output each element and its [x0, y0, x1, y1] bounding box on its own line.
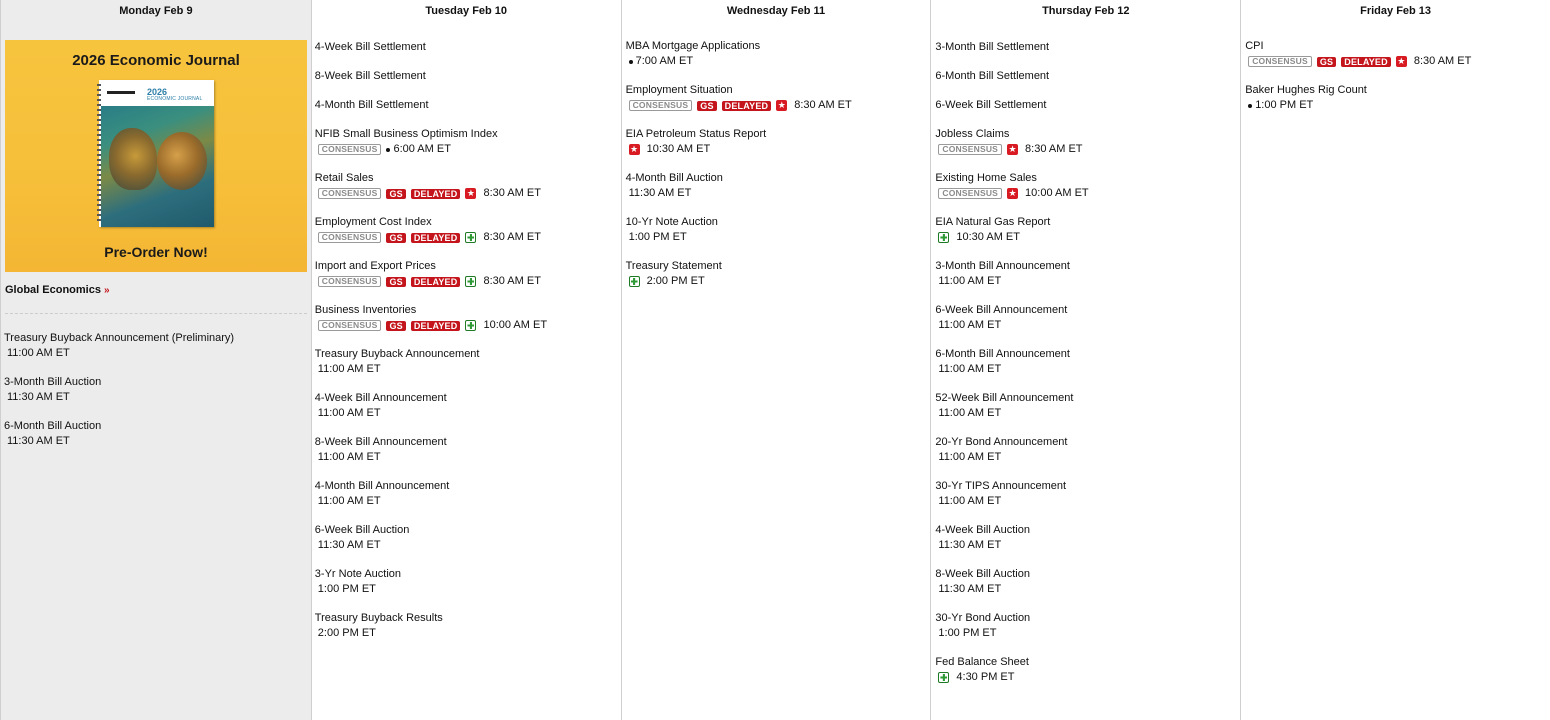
event-time: 11:00 AM ET	[317, 363, 381, 375]
bullet-icon	[1248, 104, 1252, 108]
consensus-badge[interactable]: CONSENSUS	[318, 188, 382, 199]
event-time: 11:30 AM ET	[317, 539, 381, 551]
event-name[interactable]: 6-Week Bill Settlement	[935, 99, 1047, 111]
day-column-monday	[1, 0, 312, 720]
day-header: Friday Feb 13	[1360, 5, 1432, 17]
event-time: 2:00 PM ET	[317, 627, 376, 639]
event-item[interactable]	[315, 69, 621, 84]
event-name[interactable]: 3-Month Bill Auction	[4, 376, 102, 388]
event-item[interactable]	[315, 523, 621, 553]
event-item[interactable]	[315, 347, 621, 377]
event-meta	[935, 142, 1240, 157]
event-item[interactable]	[935, 567, 1240, 597]
day-header: Monday Feb 9	[119, 5, 193, 17]
event-item[interactable]	[315, 98, 621, 113]
event-item[interactable]	[4, 375, 309, 405]
event-meta	[315, 626, 621, 641]
event-item[interactable]	[626, 127, 931, 157]
event-name[interactable]: 6-Week Bill Auction	[314, 524, 410, 536]
event-meta	[315, 494, 621, 509]
event-item[interactable]	[935, 215, 1240, 245]
event-time: 7:00 AM ET	[635, 55, 694, 67]
event-meta	[4, 434, 309, 449]
economic-journal-promo[interactable]	[5, 40, 307, 272]
event-name[interactable]: Employment Cost Index	[314, 216, 432, 228]
event-time: 11:30 AM ET	[7, 435, 70, 447]
star-icon: ★	[630, 144, 639, 154]
event-time: 10:30 AM ET	[956, 231, 1020, 243]
event-item[interactable]	[4, 419, 309, 449]
event-meta	[626, 98, 931, 113]
event-meta	[626, 186, 931, 201]
event-time: 11:00 AM ET	[938, 275, 1002, 287]
gs-badge[interactable]: GS	[697, 101, 716, 111]
consensus-badge[interactable]: CONSENSUS	[938, 188, 1002, 199]
event-name[interactable]: Jobless Claims	[935, 128, 1010, 140]
link-label: Global Economics	[5, 284, 101, 296]
event-item[interactable]	[315, 259, 621, 289]
event-name[interactable]: 8-Week Bill Announcement	[314, 436, 447, 448]
bull-illustration	[109, 128, 157, 190]
event-name[interactable]: 20-Yr Bond Announcement	[935, 436, 1068, 448]
event-meta	[935, 538, 1240, 553]
event-name[interactable]: 4-Week Bill Auction	[935, 524, 1030, 536]
event-name[interactable]: Treasury Buyback Announcement (Preliminary)	[4, 332, 235, 344]
event-item[interactable]	[315, 479, 621, 509]
plus-icon	[938, 232, 949, 243]
event-item[interactable]	[935, 127, 1240, 157]
event-name[interactable]: 4-Month Bill Auction	[625, 172, 723, 184]
consensus-badge[interactable]: CONSENSUS	[1248, 56, 1312, 67]
event-item[interactable]	[1245, 39, 1550, 69]
event-meta	[935, 450, 1240, 465]
plus-icon	[465, 232, 476, 243]
event-time: 10:00 AM ET	[483, 319, 548, 331]
bull-bear-artwork	[101, 106, 214, 227]
event-item[interactable]	[315, 303, 621, 333]
event-item[interactable]	[4, 331, 309, 361]
event-item[interactable]	[935, 259, 1240, 289]
event-time: 1:00 PM ET	[317, 583, 376, 595]
event-meta	[315, 274, 621, 289]
event-name[interactable]: 30-Yr TIPS Announcement	[935, 480, 1067, 492]
event-meta	[626, 142, 931, 157]
event-meta	[935, 186, 1240, 201]
bear-illustration	[157, 132, 207, 190]
consensus-badge[interactable]: CONSENSUS	[318, 232, 382, 243]
day-column-friday	[1241, 0, 1550, 720]
event-time: 8:30 AM ET	[1413, 55, 1472, 67]
event-time: 1:00 PM ET	[628, 231, 687, 243]
delayed-badge[interactable]: DELAYED	[722, 101, 772, 111]
event-time: 1:00 PM ET	[938, 627, 997, 639]
event-list	[1241, 22, 1550, 113]
day-header: Thursday Feb 12	[1042, 5, 1130, 17]
day-column-wednesday	[622, 0, 932, 720]
event-item[interactable]	[626, 215, 931, 245]
event-item[interactable]	[935, 98, 1240, 113]
event-name[interactable]: Treasury Buyback Results	[314, 612, 443, 624]
event-item[interactable]	[315, 611, 621, 641]
consensus-badge[interactable]: CONSENSUS	[938, 144, 1002, 155]
event-item[interactable]	[315, 171, 621, 201]
event-list	[622, 22, 931, 289]
event-name[interactable]: 3-Yr Note Auction	[314, 568, 402, 580]
event-name[interactable]: 52-Week Bill Announcement	[935, 392, 1074, 404]
event-name[interactable]: Treasury Statement	[625, 260, 722, 272]
event-meta	[935, 274, 1240, 289]
event-time: 8:30 AM ET	[483, 231, 541, 243]
event-time: 11:30 AM ET	[938, 539, 1002, 551]
event-item[interactable]	[315, 435, 621, 465]
event-time: 11:30 AM ET	[628, 187, 692, 199]
event-time: 11:00 AM ET	[317, 495, 381, 507]
plus-icon	[465, 276, 476, 287]
event-name[interactable]: EIA Natural Gas Report	[935, 216, 1051, 228]
delayed-badge[interactable]: DELAYED	[411, 321, 461, 331]
event-meta	[1245, 98, 1550, 113]
event-name[interactable]: EIA Petroleum Status Report	[625, 128, 767, 140]
plus-icon	[465, 320, 476, 331]
event-item[interactable]	[315, 40, 621, 55]
event-name[interactable]: 8-Week Bill Auction	[935, 568, 1030, 580]
event-item[interactable]	[315, 391, 621, 421]
star-icon: ★	[1008, 144, 1017, 154]
event-name[interactable]: 4-Month Bill Announcement	[314, 480, 450, 492]
promo-title: 2026 Economic Journal	[72, 52, 240, 69]
event-item[interactable]	[626, 259, 931, 289]
day-column-thursday	[931, 0, 1241, 720]
divider	[5, 313, 307, 314]
event-item[interactable]	[935, 435, 1240, 465]
event-time: 8:30 AM ET	[1025, 143, 1083, 155]
event-name[interactable]: 4-Week Bill Settlement	[314, 41, 426, 53]
event-meta	[935, 318, 1240, 333]
event-meta	[315, 230, 621, 245]
event-name[interactable]: Existing Home Sales	[935, 172, 1037, 184]
event-meta	[1245, 54, 1550, 69]
event-time: 11:00 AM ET	[938, 363, 1002, 375]
event-meta	[315, 538, 621, 553]
event-meta	[935, 626, 1240, 641]
event-item[interactable]	[626, 171, 931, 201]
bullet-icon	[629, 60, 633, 64]
event-meta	[315, 142, 621, 157]
bullet-icon	[386, 148, 390, 152]
star-icon: ★	[1397, 56, 1406, 66]
gs-badge[interactable]: GS	[386, 321, 405, 331]
event-time: 4:30 PM ET	[956, 671, 1015, 683]
consensus-badge[interactable]: CONSENSUS	[318, 320, 382, 331]
event-item[interactable]	[935, 303, 1240, 333]
event-list	[931, 22, 1240, 685]
event-meta	[935, 494, 1240, 509]
star-icon: ★	[777, 100, 786, 110]
delayed-badge[interactable]: DELAYED	[411, 233, 461, 243]
event-meta	[315, 362, 621, 377]
event-meta	[935, 362, 1240, 377]
event-name[interactable]: 6-Month Bill Auction	[4, 420, 102, 432]
event-time: 10:30 AM ET	[646, 143, 711, 155]
event-meta	[626, 274, 931, 289]
event-name[interactable]: Treasury Buyback Announcement	[314, 348, 480, 360]
event-name[interactable]: 6-Month Bill Settlement	[935, 70, 1050, 82]
delayed-badge[interactable]: DELAYED	[411, 277, 461, 287]
event-item[interactable]	[315, 215, 621, 245]
event-item[interactable]	[1245, 83, 1550, 113]
event-name[interactable]: 3-Month Bill Announcement	[935, 260, 1070, 272]
event-name[interactable]: Fed Balance Sheet	[935, 656, 1029, 668]
event-time: 11:00 AM ET	[938, 495, 1002, 507]
event-name[interactable]: 10-Yr Note Auction	[625, 216, 718, 228]
book-subtitle: ECONOMIC JOURNAL	[147, 96, 203, 102]
event-name[interactable]: NFIB Small Business Optimism Index	[314, 128, 498, 140]
delayed-badge[interactable]: DELAYED	[411, 189, 461, 199]
event-time: 11:30 AM ET	[938, 583, 1002, 595]
book-year: 2026	[147, 87, 168, 97]
event-time: 1:00 PM ET	[1255, 99, 1314, 111]
star-icon: ★	[466, 188, 475, 198]
event-name[interactable]: Employment Situation	[625, 84, 733, 96]
gs-badge[interactable]: GS	[1317, 57, 1336, 67]
global-economics-link[interactable]	[5, 284, 110, 296]
event-meta	[935, 230, 1240, 245]
brand-mark	[107, 91, 135, 94]
event-list	[1, 331, 309, 463]
event-name[interactable]: CPI	[1245, 40, 1264, 52]
event-name[interactable]: 6-Month Bill Announcement	[935, 348, 1070, 360]
event-meta	[315, 186, 621, 201]
gs-badge[interactable]: GS	[386, 277, 405, 287]
plus-icon	[938, 672, 949, 683]
event-time: 8:30 AM ET	[483, 275, 541, 287]
event-list	[312, 22, 621, 641]
event-name[interactable]: 30-Yr Bond Auction	[935, 612, 1031, 624]
event-item[interactable]	[315, 567, 621, 597]
event-time: 11:00 AM ET	[938, 407, 1002, 419]
gs-badge[interactable]: GS	[386, 189, 405, 199]
day-header: Wednesday Feb 11	[726, 5, 826, 17]
journal-cover-image	[99, 80, 214, 227]
event-item[interactable]	[935, 479, 1240, 509]
event-name[interactable]: Baker Hughes Rig Count	[1245, 84, 1367, 96]
delayed-badge[interactable]: DELAYED	[1341, 57, 1391, 67]
event-time: 11:30 AM ET	[7, 391, 70, 403]
event-meta	[4, 390, 309, 405]
event-time: 8:30 AM ET	[794, 99, 852, 111]
event-item[interactable]	[935, 69, 1240, 84]
plus-icon	[629, 276, 640, 287]
event-name[interactable]: 4-Week Bill Announcement	[314, 392, 447, 404]
event-item[interactable]	[626, 39, 931, 69]
day-column-tuesday	[312, 0, 622, 720]
event-meta	[315, 318, 621, 333]
event-meta	[935, 406, 1240, 421]
event-name[interactable]: Business Inventories	[314, 304, 417, 316]
event-time: 11:00 AM ET	[7, 347, 70, 359]
event-time: 10:00 AM ET	[1025, 187, 1089, 199]
event-time: 6:00 AM ET	[393, 143, 451, 155]
consensus-badge[interactable]: CONSENSUS	[318, 276, 382, 287]
event-name[interactable]: 8-Week Bill Settlement	[314, 70, 426, 82]
pre-order-button[interactable]: Pre-Order Now!	[104, 244, 208, 260]
event-name[interactable]: 6-Week Bill Announcement	[935, 304, 1068, 316]
event-item[interactable]	[935, 40, 1240, 55]
event-meta	[935, 670, 1240, 685]
event-meta	[315, 406, 621, 421]
event-item[interactable]	[935, 171, 1240, 201]
event-time: 2:00 PM ET	[646, 275, 705, 287]
event-name[interactable]: MBA Mortgage Applications	[625, 40, 761, 52]
event-item[interactable]	[626, 83, 931, 113]
consensus-badge[interactable]: CONSENSUS	[629, 100, 693, 111]
event-item[interactable]	[935, 611, 1240, 641]
star-icon: ★	[1008, 188, 1017, 198]
event-meta	[315, 450, 621, 465]
event-item[interactable]	[935, 391, 1240, 421]
event-meta	[935, 582, 1240, 597]
double-chevron-right-icon: »	[104, 285, 110, 296]
event-name[interactable]: Retail Sales	[314, 172, 374, 184]
event-item[interactable]	[935, 347, 1240, 377]
event-item[interactable]	[935, 655, 1240, 685]
day-header: Tuesday Feb 10	[425, 5, 508, 17]
event-name[interactable]: 3-Month Bill Settlement	[935, 41, 1050, 53]
event-name[interactable]: 4-Month Bill Settlement	[314, 99, 429, 111]
consensus-badge[interactable]: CONSENSUS	[318, 144, 382, 155]
event-time: 11:00 AM ET	[938, 451, 1002, 463]
event-time: 11:00 AM ET	[938, 319, 1002, 331]
event-time: 11:00 AM ET	[317, 451, 381, 463]
event-time: 8:30 AM ET	[483, 187, 541, 199]
event-item[interactable]	[935, 523, 1240, 553]
gs-badge[interactable]: GS	[386, 233, 405, 243]
event-meta	[315, 582, 621, 597]
event-item[interactable]	[315, 127, 621, 157]
event-meta	[626, 54, 931, 69]
event-time: 11:00 AM ET	[317, 407, 381, 419]
event-meta	[4, 346, 309, 361]
event-name[interactable]: Import and Export Prices	[314, 260, 436, 272]
event-meta	[626, 230, 931, 245]
